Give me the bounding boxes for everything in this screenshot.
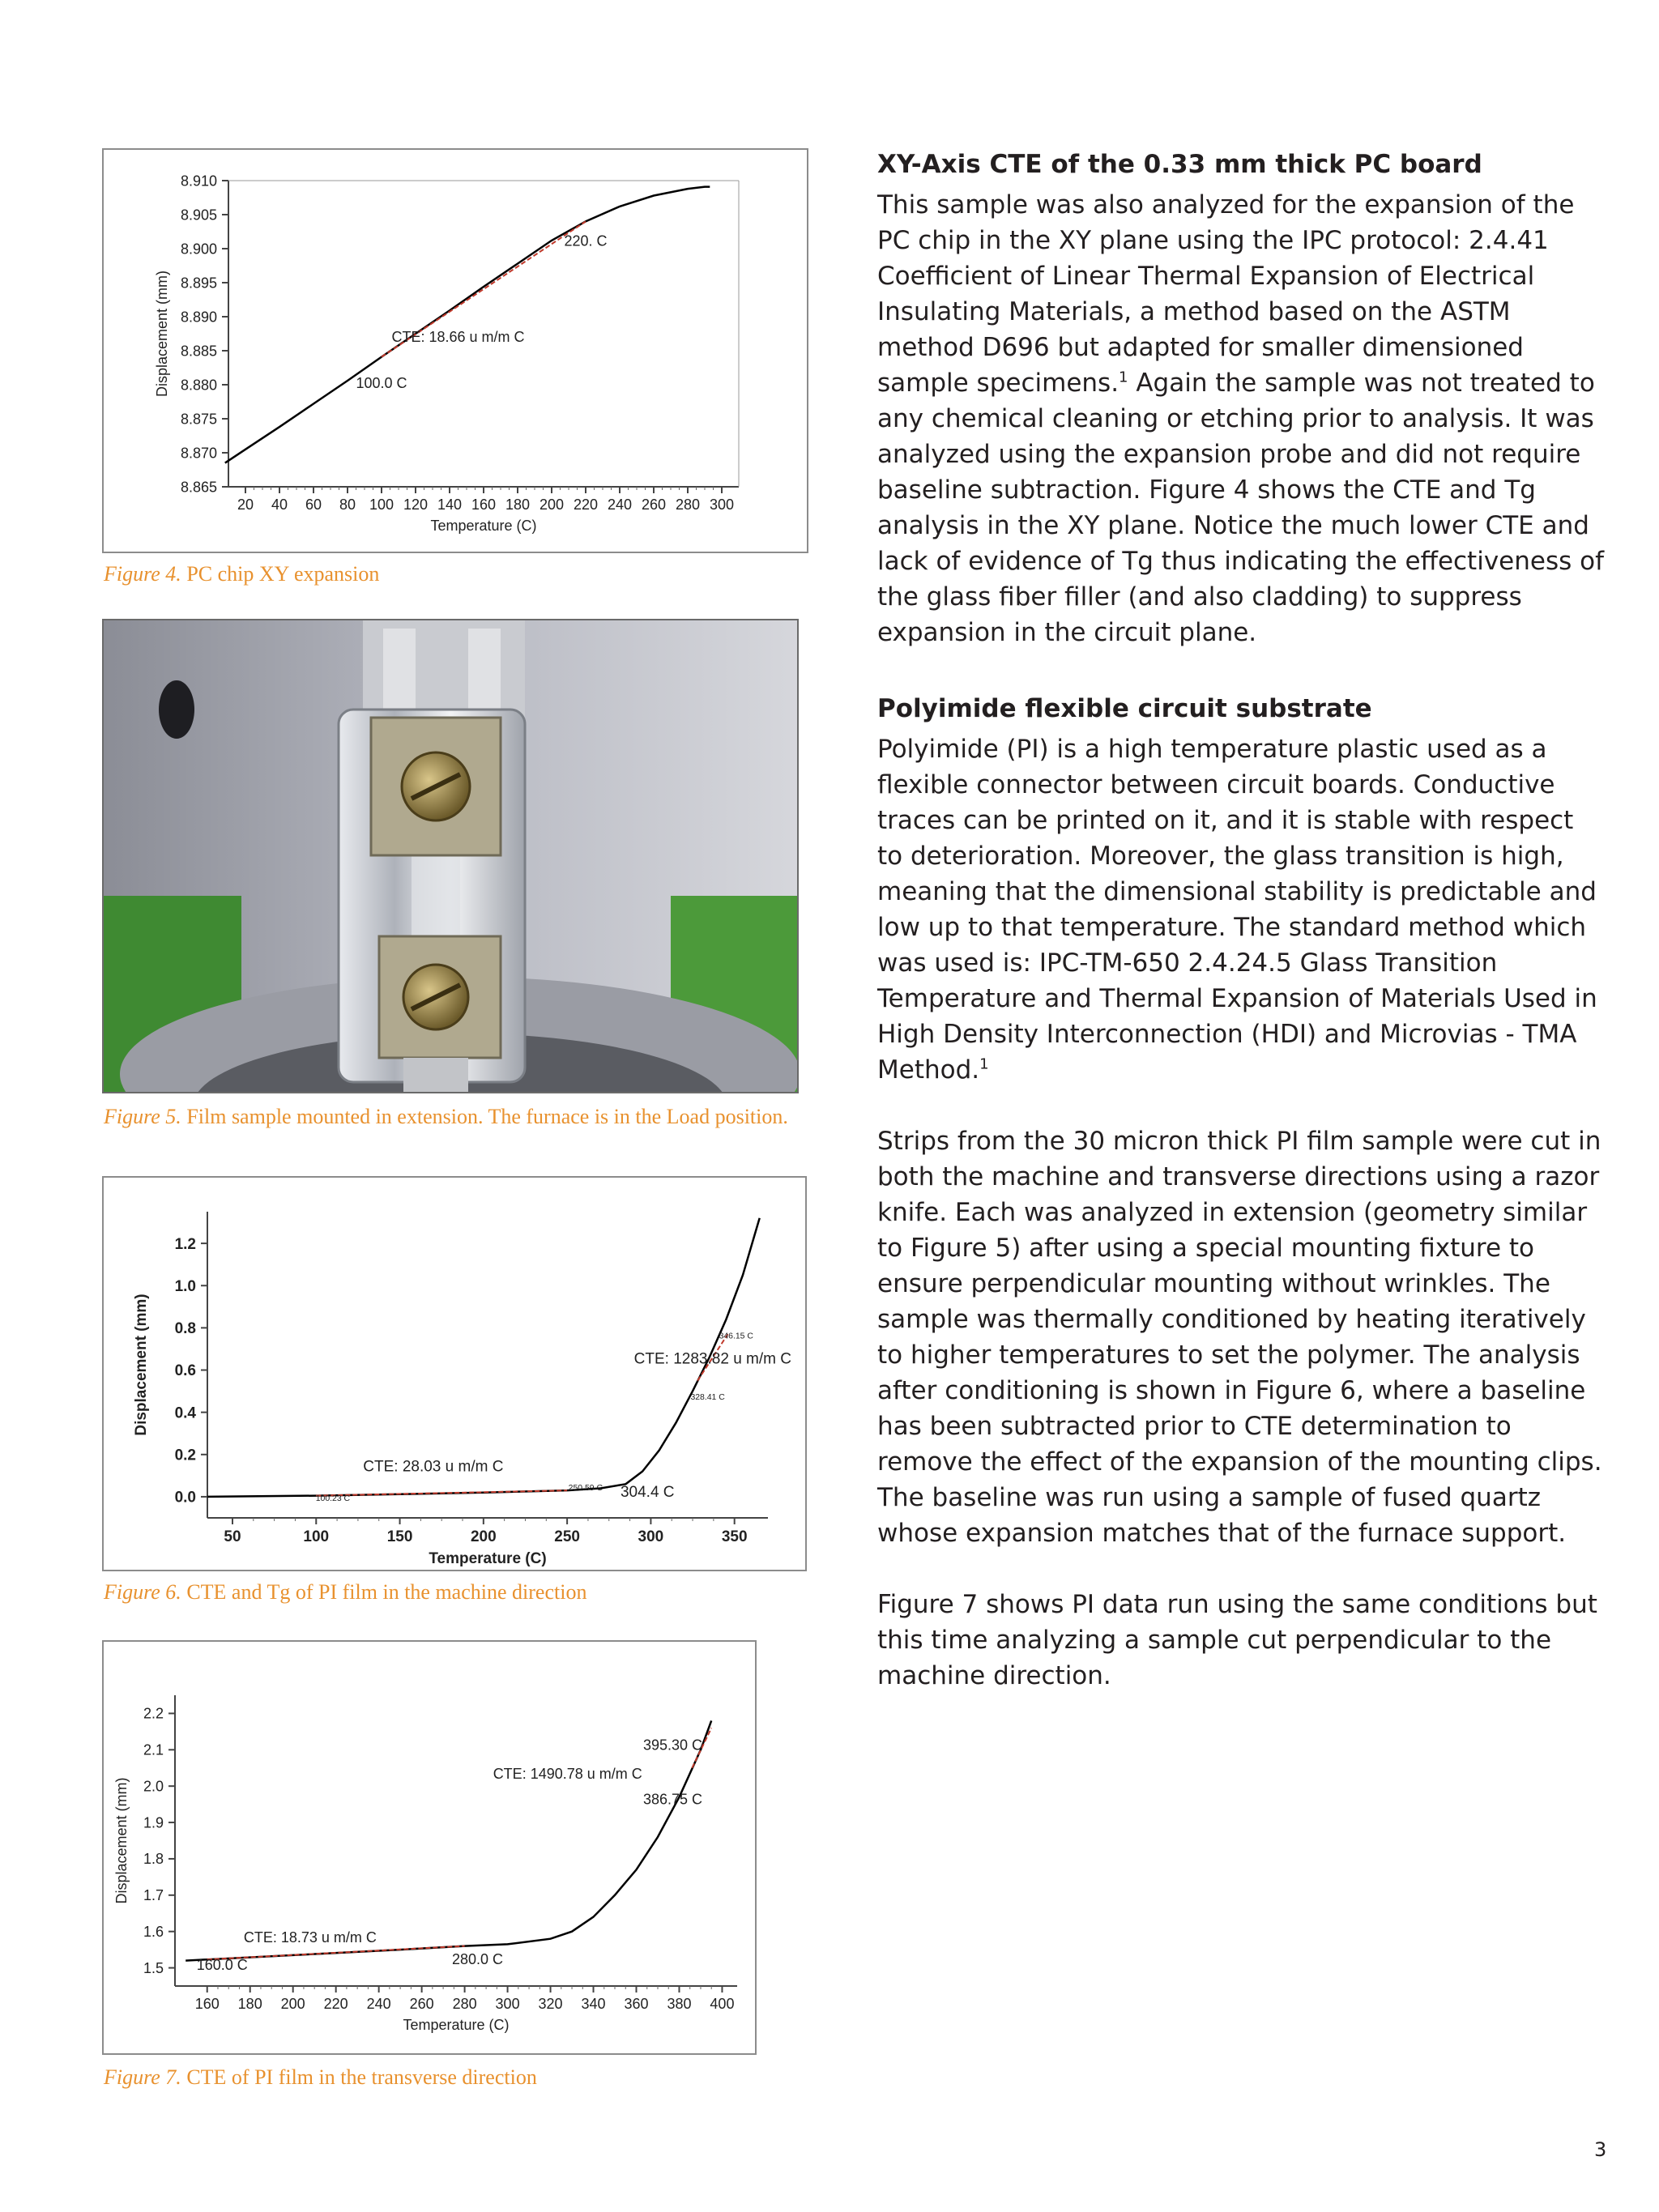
y-tick-label: 1.9 (143, 1814, 164, 1831)
chart-annotation: CTE: 18.66 u m/m C (391, 329, 525, 346)
paragraph-polyimide (877, 731, 1606, 1088)
x-tick-label: 150 (386, 1528, 413, 1545)
x-tick-label: 300 (495, 1996, 520, 2012)
chart-annotation: 160.0 C (196, 1956, 248, 1973)
x-tick-label: 380 (667, 1996, 692, 2012)
paragraph-polyimide-part1: Polyimide (PI) is a high temperature plastic used as a flexible connector between circuit boards. Conductive traces can be printed on it, and it is stable with respect to deterioration. Moreover, the glass transition is high, meaning that the dimensional stability is predictable and low up to that temperature. The standard method which was used is: IPC-TM-650 2.4.24.5 Glass Transition Temperature and Thermal Expansion of Materials Used in High Density Interconnection (HDI) and Microvias - TMA Method. (877, 735, 1597, 1085)
x-tick-label: 220 (323, 1996, 348, 2012)
y-tick-label: 8.875 (180, 411, 217, 428)
x-tick-label: 400 (710, 1996, 735, 2012)
y-tick-label: 2.1 (143, 1741, 164, 1758)
x-tick-label: 240 (607, 497, 633, 513)
footnote-ref: 1 (979, 1055, 989, 1073)
y-tick-label: 0.6 (174, 1362, 196, 1380)
chart-annotation: 100.0 C (356, 375, 407, 392)
x-axis-label: Temperature (C) (429, 1550, 547, 1567)
chart-annotation: 280.0 C (451, 1951, 504, 1968)
x-tick-label: 160 (471, 497, 497, 513)
figure-6-caption (104, 1580, 586, 1605)
y-tick-label: 1.2 (174, 1235, 196, 1253)
y-tick-label: 1.8 (143, 1851, 164, 1868)
y-tick-label: 8.885 (180, 343, 217, 360)
y-tick-label: 1.7 (143, 1887, 164, 1904)
x-tick-label: 100 (369, 497, 394, 513)
y-tick-label: 1.6 (143, 1923, 164, 1940)
y-tick-label: 8.880 (180, 377, 217, 394)
chart-annotation: 220. C (564, 232, 608, 249)
y-tick-label: 8.910 (180, 173, 217, 190)
y-tick-label: 8.870 (180, 445, 217, 462)
x-tick-label: 180 (505, 497, 531, 513)
x-tick-label: 200 (280, 1996, 305, 2012)
chart-annotation: CTE: 18.73 u m/m C (243, 1929, 377, 1946)
y-tick-label: 0.4 (174, 1404, 196, 1422)
figure-7-caption-label: Figure 7. (104, 2065, 181, 2089)
y-tick-label: 8.905 (180, 207, 217, 224)
chart-annotation: 386.75 C (643, 1791, 703, 1808)
x-tick-label: 280 (675, 497, 701, 513)
figure-5-caption-text: Film sample mounted in extension. The furnace is in the Load position. (181, 1105, 788, 1128)
x-tick-label: 340 (581, 1996, 606, 2012)
paragraph-xy-axis (877, 187, 1606, 650)
chart-annotation: 328.41 C (690, 1393, 725, 1403)
figure-7-caption-text: CTE of PI film in the transverse direction (181, 2065, 537, 2089)
figure-4-caption (104, 562, 379, 586)
x-tick-label: 320 (538, 1996, 563, 2012)
x-tick-label: 60 (305, 497, 322, 513)
x-tick-label: 40 (271, 497, 288, 513)
page-number: 3 (1594, 2138, 1607, 2161)
section-heading-xy-axis: XY-Axis CTE of the 0.33 mm thick PC board (877, 150, 1482, 179)
x-tick-label: 80 (339, 497, 356, 513)
x-tick-label: 260 (641, 497, 667, 513)
body-text-column (877, 147, 1606, 650)
y-tick-label: 0.2 (174, 1447, 196, 1464)
x-tick-label: 300 (638, 1528, 664, 1545)
y-tick-label: 2.2 (143, 1705, 164, 1722)
y-tick-label: 0.8 (174, 1320, 196, 1338)
paragraph-figure7: Figure 7 shows PI data run using the same conditions but this time analyzing a sample cut perpendicular to the machine direction. (877, 1590, 1597, 1690)
x-tick-label: 120 (403, 497, 429, 513)
x-tick-label: 260 (409, 1996, 434, 2012)
body-text-column-polyimide (877, 691, 1606, 1694)
footnote-ref: 1 (1119, 369, 1128, 386)
y-tick-label: 8.895 (180, 275, 217, 292)
x-tick-label: 250 (554, 1528, 580, 1545)
paragraph-strips: Strips from the 30 micron thick PI film sample were cut in both the machine and transverse directions using a razor knife. Each was analyzed in extension (geometry similar to Figure 5) after using a special mounting fixture to ensure perpendicular mounting without wrinkles. The sample was thermally conditioned by heating iteratively to higher temperatures to set the polymer. The analysis after conditioning is shown in Figure 6, where a baseline has been subtracted prior to CTE determination to remove the effect of the expansion of the mounting clips. The baseline was run using a sample of fused quartz whose expansion matches that of the furnace support. (877, 1127, 1602, 1548)
x-tick-label: 200 (539, 497, 565, 513)
series-line (225, 187, 710, 463)
chart-annotation: 100.23 C (315, 1494, 351, 1504)
figure-4-caption-text: PC chip XY expansion (181, 562, 380, 586)
section-heading-polyimide: Polyimide flexible circuit substrate (877, 694, 1372, 723)
y-tick-label: 0.0 (174, 1489, 196, 1507)
chart-annotation: CTE: 28.03 u m/m C (363, 1458, 504, 1476)
series-line (186, 1720, 711, 1960)
x-tick-label: 50 (224, 1528, 241, 1545)
y-axis-label: Displacement (mm) (133, 1294, 150, 1436)
figure-4-chart (102, 148, 808, 553)
x-tick-label: 280 (452, 1996, 477, 2012)
chart-annotation: 250.59 C (568, 1484, 603, 1494)
chart-annotation: CTE: 1283.82 u m/m C (633, 1350, 791, 1368)
figure-7-plot (104, 1642, 755, 2053)
figure-6-caption-label: Figure 6. (104, 1580, 181, 1604)
chart-annotation: 304.4 C (620, 1483, 675, 1501)
y-tick-label: 8.890 (180, 309, 217, 326)
figure-6-chart (102, 1176, 807, 1571)
y-tick-label: 2.0 (143, 1778, 164, 1795)
figure-6-plot (104, 1178, 805, 1570)
figure-4-plot (104, 150, 807, 552)
paragraph-xy-axis-part1: This sample was also analyzed for the expansion of the PC chip in the XY plane using the IPC protocol: 2.4.41 Coefficient of Linear Thermal Expansion of Electrical Insulating Materials, a method based on the ASTM method D696 but adapted for smaller dimensioned sample specimens. (877, 190, 1575, 398)
x-tick-label: 240 (366, 1996, 391, 2012)
x-tick-label: 220 (573, 497, 599, 513)
x-tick-label: 160 (194, 1996, 220, 2012)
x-tick-label: 350 (721, 1528, 748, 1545)
chart-annotation: 395.30 C (643, 1737, 703, 1754)
figure-7-caption (104, 2065, 537, 2090)
figure-4-caption-label: Figure 4. (104, 562, 181, 586)
chart-annotation: 346.15 C (719, 1332, 753, 1341)
figure-5-photo (102, 619, 799, 1093)
x-tick-label: 200 (470, 1528, 497, 1545)
x-tick-label: 300 (709, 497, 735, 513)
figure-7-chart (102, 1640, 757, 2055)
film-sample-photo (104, 620, 799, 1093)
paragraph-xy-axis-part2: Again the sample was not treated to any chemical cleaning or etching prior to analysis. It was analyzed using the expansion probe and did not require baseline subtraction. Figure 4 shows the CTE and Tg analysis in the XY plane. Notice the much lower CTE and lack of evidence of Tg thus indicating the effectiveness of the glass fiber filler (and also cladding) to suppress expansion in the circuit plane. (877, 369, 1605, 647)
y-axis-label: Displacement (mm) (154, 270, 170, 398)
x-tick-label: 20 (237, 497, 254, 513)
x-tick-label: 140 (437, 497, 463, 513)
x-tick-label: 100 (303, 1528, 330, 1545)
figure-6-caption-text: CTE and Tg of PI film in the machine direction (181, 1580, 587, 1604)
y-tick-label: 1.0 (174, 1277, 196, 1295)
figure-5-caption (104, 1105, 788, 1129)
cte-fit-line (316, 1490, 567, 1496)
y-tick-label: 8.900 (180, 241, 217, 258)
y-tick-label: 1.5 (143, 1959, 164, 1976)
chart-annotation: CTE: 1490.78 u m/m C (493, 1766, 642, 1783)
y-axis-label: Displacement (mm) (113, 1777, 130, 1904)
y-tick-label: 8.865 (180, 479, 217, 496)
x-axis-label: Temperature (C) (403, 2017, 510, 2033)
x-tick-label: 360 (624, 1996, 649, 2012)
figure-5-caption-label: Figure 5. (104, 1105, 181, 1128)
x-axis-label: Temperature (C) (430, 518, 537, 534)
x-tick-label: 180 (237, 1996, 262, 2012)
